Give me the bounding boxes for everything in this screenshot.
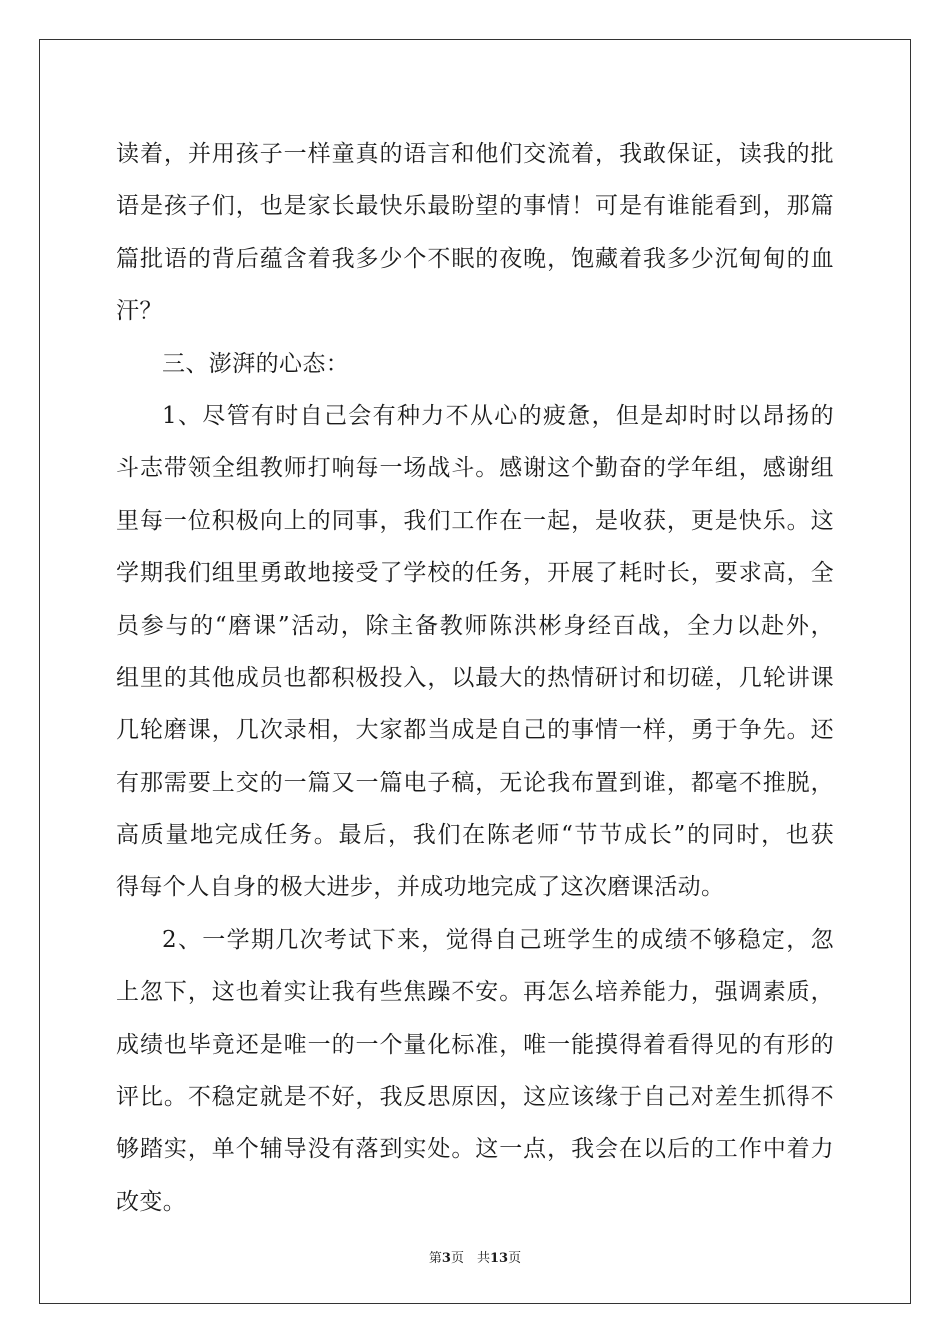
page-suffix: 页 — [508, 1251, 522, 1266]
text-line: 篇批语的背后蕴含着我多少个不眠的夜晚，饱藏着我多少沉甸甸的血 — [116, 245, 834, 272]
text-line: 汗？ — [116, 298, 163, 325]
text-line: 评比。不稳定就是不好，我反思原因，这应该缘于自己对差生抓得不 — [116, 1084, 834, 1111]
text-line: 1、尽管有时自己会有种力不从心的疲惫，但是却时时以昂扬的 — [162, 402, 834, 429]
text-line: 上忽下，这也着实让我有些焦躁不安。再怎么培养能力，强调素质， — [116, 979, 834, 1006]
text-line: 几轮磨课，几次录相，大家都当成是自己的事情一样，勇于争先。还 — [116, 717, 834, 744]
page-separator: 页 共 — [450, 1251, 490, 1266]
text-line: 里每一位积极向上的同事，我们工作在一起，是收获，更是快乐。这 — [116, 507, 834, 534]
text-line: 改变。 — [116, 1188, 187, 1215]
text-line: 员参与的“磨课”活动，除主备教师陈洪彬身经百战，全力以赴外， — [116, 612, 834, 639]
text-line: 够踏实，单个辅导没有落到实处。这一点，我会在以后的工作中着力 — [116, 1136, 834, 1163]
section-heading: 三、澎湃的心态： — [162, 350, 350, 377]
text-line: 组里的其他成员也都积极投入，以最大的热情研讨和切磋，几轮讲课 — [116, 664, 834, 691]
text-line: 读着，并用孩子一样童真的语言和他们交流着，我敢保证，读我的批 — [116, 141, 834, 167]
current-page-number: 3 — [441, 1251, 451, 1266]
text-line: 高质量地完成任务。最后，我们在陈老师“节节成长”的同时，也获 — [116, 822, 834, 849]
page-prefix: 第 — [428, 1251, 442, 1266]
page-footer — [0, 1247, 950, 1266]
text-line: 学期我们组里勇敢地接受了学校的任务，开展了耗时长，要求高，全 — [116, 560, 834, 587]
text-line: 成绩也毕竟还是唯一的一个量化标准，唯一能摸得着看得见的有形的 — [116, 1031, 834, 1058]
text-line: 斗志带领全组教师打响每一场战斗。感谢这个勤奋的学年组，感谢组 — [116, 455, 834, 482]
document-body — [116, 128, 834, 1228]
text-line: 语是孩子们，也是家长最快乐最盼望的事情！可是有谁能看到，那篇 — [116, 193, 834, 220]
total-page-count: 13 — [489, 1251, 509, 1266]
text-line: 有那需要上交的一篇又一篇电子稿，无论我布置到谁，都毫不推脱， — [116, 769, 834, 796]
text-line: 得每个人自身的极大进步，并成功地完成了这次磨课活动。 — [116, 874, 725, 901]
text-line: 2、一学期几次考试下来，觉得自己班学生的成绩不够稳定，忽 — [162, 926, 834, 953]
